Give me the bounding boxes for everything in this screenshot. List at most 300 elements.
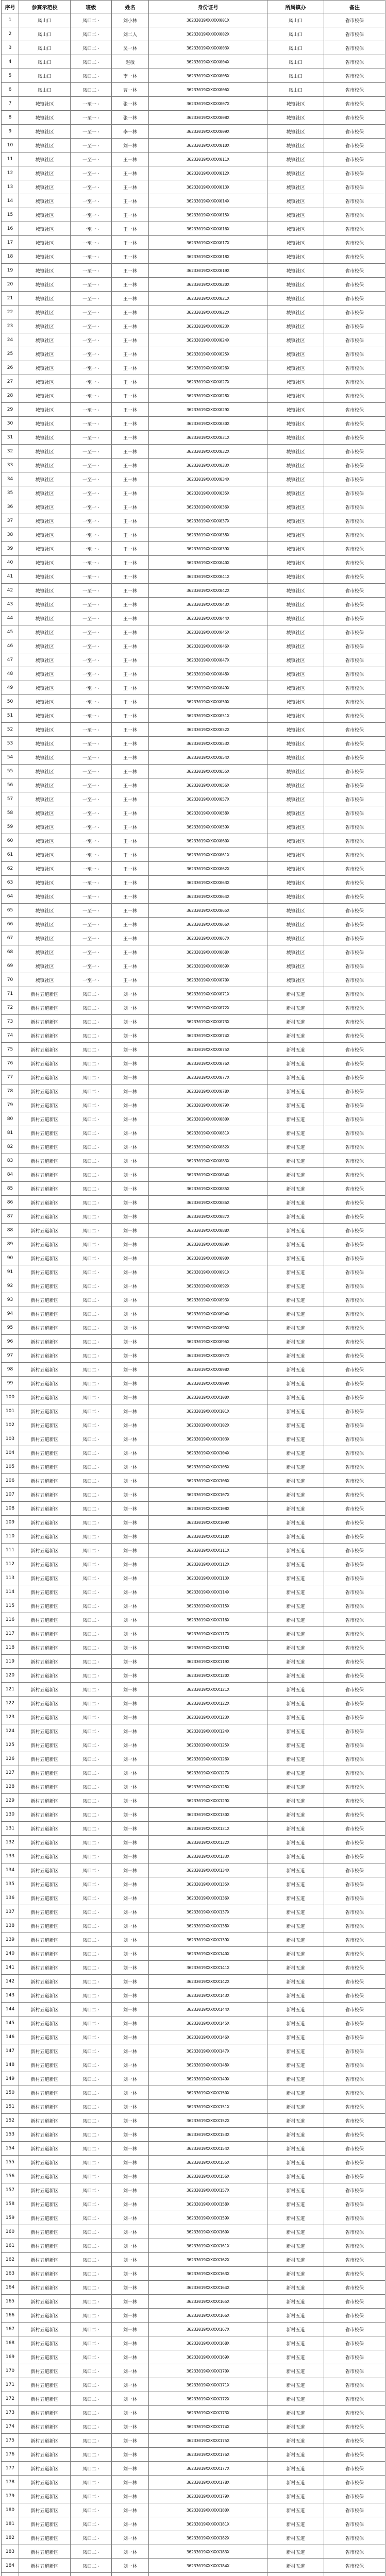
table-row [2,1627,385,1641]
cell-school: 新村五道新区 [19,1738,71,1752]
cell-school: 新村五道新区 [19,2030,71,2044]
cell-class: 凤口二 · [71,2086,112,2100]
cell-name: 刘一林 [112,2211,149,2225]
cell-remark: 省市校保 [324,862,385,876]
cell-seq: 183 [2,2545,19,2559]
cell-name: 刘一林 [112,1210,149,1224]
cell-remark: 省市校保 [324,570,385,584]
cell-seq: 133 [2,1850,19,1863]
cell-id-number: 36233019XXXXXX096X [149,1335,267,1349]
table-row [2,2350,385,2364]
cell-school: 新村五道新区 [19,2142,71,2156]
cell-school: 新村五道新区 [19,1349,71,1363]
cell-id-number: 36233019XXXXXX076X [149,1057,267,1071]
table-row [2,180,385,194]
cell-class: 凤口二 · [71,1641,112,1655]
cell-town: 新村五道 [267,1488,324,1502]
cell-id-number: 36233019XXXXXX036X [149,500,267,514]
table-row [2,2114,385,2128]
cell-town: 新村五道 [267,1432,324,1446]
table-row [2,97,385,111]
cell-town: 新村五道 [267,2114,324,2128]
cell-remark: 省市校保 [324,1238,385,1251]
cell-id-number: 36233019XXXXXX145X [149,2016,267,2030]
cell-id-number: 36233019XXXXXX047X [149,653,267,667]
cell-school: 凤山口 [19,41,71,55]
cell-school: 新村五道新区 [19,1363,71,1377]
cell-name: 王一林 [112,848,149,862]
table-row [2,1488,385,1502]
cell-class: 凤口二 · [71,1571,112,1585]
cell-town: 城镇社区 [267,166,324,180]
cell-class: 凤口二 · [71,1724,112,1738]
cell-remark: 省市校保 [324,2448,385,2462]
cell-name: 王一林 [112,973,149,987]
cell-class: 凤口二 · [71,2239,112,2253]
cell-remark: 省市校保 [324,2531,385,2545]
table-row [2,306,385,319]
cell-remark: 省市校保 [324,2058,385,2072]
cell-id-number: 36233019XXXXXX007X [149,97,267,111]
table-row [2,778,385,792]
cell-town: 城镇社区 [267,973,324,987]
cell-id-number: 36233019XXXXXX168X [149,2336,267,2350]
cell-class: 凤口二 · [71,1780,112,1794]
cell-class: 一至一 · [71,695,112,709]
table-row [2,2295,385,2309]
table-row [2,1571,385,1585]
cell-town: 新村五道 [267,1905,324,1919]
cell-school: 城镇社区 [19,751,71,765]
table-row [2,1377,385,1391]
cell-school: 城镇社区 [19,639,71,653]
cell-name: 刘一林 [112,2323,149,2336]
cell-name: 刘一林 [112,1891,149,1905]
cell-name: 刘一林 [112,1544,149,1557]
cell-class: 凤口二 · [71,2114,112,2128]
cell-school: 新村五道新区 [19,2281,71,2295]
cell-name: 刘一林 [112,2128,149,2142]
cell-class: 凤口二 · [71,2406,112,2420]
cell-class: 凤口二 · [71,2559,112,2573]
cell-school: 城镇社区 [19,319,71,333]
cell-seq: 150 [2,2086,19,2100]
cell-name: 王一林 [112,918,149,931]
table-row [2,1989,385,2003]
cell-class: 一至一 · [71,264,112,278]
cell-class: 凤口二 · [71,1488,112,1502]
cell-class: 凤口二 · [71,2476,112,2489]
cell-school: 城镇社区 [19,417,71,431]
cell-class: 凤口二 · [71,1989,112,2003]
cell-name: 王一林 [112,459,149,472]
table-row [2,1404,385,1418]
cell-class: 凤口二 · [71,2267,112,2281]
cell-id-number: 36233019XXXXXX071X [149,987,267,1001]
cell-seq: 108 [2,1502,19,1516]
cell-school: 城镇社区 [19,111,71,125]
cell-seq: 85 [2,1182,19,1196]
cell-school: 新村五道新区 [19,1377,71,1391]
cell-name: 刘一林 [112,1738,149,1752]
cell-school: 新村五道新区 [19,1098,71,1112]
cell-seq: 162 [2,2253,19,2267]
cell-id-number: 36233019XXXXXX090X [149,1251,267,1265]
cell-name: 刘一林 [112,2183,149,2197]
cell-remark: 省市校保 [324,792,385,806]
cell-name: 王一林 [112,514,149,528]
cell-town: 新村五道 [267,2295,324,2309]
cell-remark: 省市校保 [324,1182,385,1196]
cell-town: 城镇社区 [267,834,324,848]
cell-school: 新村五道新区 [19,1961,71,1975]
table-row [2,2378,385,2392]
cell-seq: 153 [2,2128,19,2142]
cell-school: 新村五道新区 [19,2517,71,2531]
cell-seq: 95 [2,1321,19,1335]
cell-class: 凤口二 · [71,1460,112,1474]
cell-remark: 省市校保 [324,2336,385,2350]
table-row [2,2559,385,2573]
cell-seq: 88 [2,1224,19,1238]
cell-name: 王一林 [112,500,149,514]
table-row [2,111,385,125]
cell-name: 刘一林 [112,1029,149,1043]
cell-school: 新村五道新区 [19,1071,71,1084]
cell-class: 凤口二 · [71,2434,112,2448]
table-row [2,1432,385,1446]
cell-remark: 省市校保 [324,695,385,709]
table-row [2,208,385,222]
cell-seq: 181 [2,2517,19,2531]
cell-school: 新村五道新区 [19,1251,71,1265]
cell-school: 新村五道新区 [19,1669,71,1683]
cell-class: 凤口二 · [71,1251,112,1265]
cell-town: 新村五道 [267,1641,324,1655]
cell-id-number: 36233019XXXXXX031X [149,431,267,445]
cell-remark: 省市校保 [324,1905,385,1919]
cell-seq: 142 [2,1975,19,1989]
cell-seq: 151 [2,2100,19,2114]
cell-school: 新村五道新区 [19,2364,71,2378]
table-row [2,1321,385,1335]
cell-seq: 112 [2,1557,19,1571]
cell-school: 新村五道新区 [19,1850,71,1863]
cell-class: 凤口二 · [71,1961,112,1975]
cell-id-number: 36233019XXXXXX082X [149,1140,267,1154]
cell-seq: 122 [2,1697,19,1710]
cell-seq: 68 [2,945,19,959]
cell-remark: 省市校保 [324,890,385,904]
cell-school: 城镇社区 [19,876,71,890]
cell-id-number: 36233019XXXXXX156X [149,2170,267,2183]
table-row [2,417,385,431]
cell-name: 刘一林 [112,1919,149,1933]
cell-id-number: 36233019XXXXXX161X [149,2239,267,2253]
cell-remark: 省市校保 [324,1933,385,1947]
cell-remark: 省市校保 [324,1947,385,1961]
cell-seq: 143 [2,1989,19,2003]
cell-id-number: 36233019XXXXXX066X [149,918,267,931]
cell-id-number: 36233019XXXXXX087X [149,1210,267,1224]
cell-school: 新村五道新区 [19,2392,71,2406]
cell-school: 新村五道新区 [19,2462,71,2476]
cell-id-number: 36233019XXXXXX094X [149,1307,267,1321]
cell-class: 一至一 · [71,306,112,319]
cell-id-number: 36233019XXXXXX012X [149,166,267,180]
cell-seq: 128 [2,1780,19,1794]
cell-class: 凤口二 · [71,1084,112,1098]
table-row [2,1279,385,1293]
cell-remark: 省市校保 [324,1363,385,1377]
cell-remark: 省市校保 [324,1196,385,1210]
cell-id-number: 36233019XXXXXX128X [149,1780,267,1794]
cell-town: 新村五道 [267,2030,324,2044]
cell-town: 凤山口 [267,41,324,55]
table-row [2,1822,385,1836]
table-row [2,1307,385,1321]
cell-seq: 114 [2,1585,19,1599]
cell-name: 张一林 [112,111,149,125]
cell-seq: 61 [2,848,19,862]
cell-school: 城镇社区 [19,848,71,862]
cell-name: 王一林 [112,375,149,389]
cell-id-number: 36233019XXXXXX033X [149,459,267,472]
cell-town: 城镇社区 [267,709,324,723]
cell-id-number: 36233019XXXXXX171X [149,2378,267,2392]
cell-remark: 省市校保 [324,2281,385,2295]
cell-class: 凤口二 · [71,1613,112,1627]
cell-name: 刘一林 [112,1460,149,1474]
cell-town: 新村五道 [267,2281,324,2295]
cell-school: 新村五道新区 [19,2267,71,2281]
table-row [2,1516,385,1530]
cell-name: 刘一林 [112,1084,149,1098]
cell-id-number: 36233019XXXXXX125X [149,1738,267,1752]
cell-remark: 省市校保 [324,2350,385,2364]
cell-seq: 16 [2,222,19,236]
cell-town: 新村五道 [267,1599,324,1613]
cell-seq: 132 [2,1836,19,1850]
cell-school: 新村五道新区 [19,1307,71,1321]
cell-class: 一至一 · [71,236,112,250]
table-row [2,194,385,208]
cell-remark: 省市校保 [324,375,385,389]
cell-name: 刘一林 [112,2545,149,2559]
cell-name: 刘一林 [112,1112,149,1126]
table-row [2,2016,385,2030]
cell-name: 王一林 [112,862,149,876]
table-row [2,445,385,459]
table-row [2,2156,385,2170]
cell-name: 刘一林 [112,1752,149,1766]
table-row [2,1947,385,1961]
cell-class: 凤口二 · [71,1377,112,1391]
cell-remark: 省市校保 [324,1683,385,1697]
cell-seq: 22 [2,306,19,319]
cell-name: 王一林 [112,528,149,542]
cell-class: 一至一 · [71,333,112,347]
cell-seq: 93 [2,1293,19,1307]
cell-class: 凤口二 · [71,2323,112,2336]
cell-remark: 省市校保 [324,1210,385,1224]
cell-seq: 83 [2,1154,19,1168]
cell-remark: 省市校保 [324,292,385,306]
cell-name: 刘一林 [112,2267,149,2281]
cell-school: 新村五道新区 [19,1196,71,1210]
cell-town: 新村五道 [267,1530,324,1544]
cell-seq: 149 [2,2072,19,2086]
cell-town: 城镇社区 [267,180,324,194]
cell-school: 城镇社区 [19,347,71,361]
cell-seq: 148 [2,2058,19,2072]
cell-seq: 72 [2,1001,19,1015]
cell-school: 城镇社区 [19,389,71,403]
cell-town: 城镇社区 [267,264,324,278]
cell-seq: 86 [2,1196,19,1210]
cell-town: 新村五道 [267,2197,324,2211]
cell-id-number: 36233019XXXXXX029X [149,403,267,417]
cell-school: 新村五道新区 [19,2058,71,2072]
cell-town: 新村五道 [267,1474,324,1488]
cell-name: 王一林 [112,945,149,959]
cell-school: 城镇社区 [19,584,71,598]
cell-name: 刘一林 [112,2434,149,2448]
cell-town: 城镇社区 [267,612,324,625]
cell-remark: 省市校保 [324,2225,385,2239]
cell-remark: 省市校保 [324,55,385,69]
cell-class: 凤口二 · [71,69,112,83]
table-row [2,1599,385,1613]
cell-id-number: 36233019XXXXXX146X [149,2030,267,2044]
cell-id-number: 36233019XXXXXX072X [149,1001,267,1015]
cell-name: 刘一林 [112,1947,149,1961]
cell-school: 城镇社区 [19,806,71,820]
table-row [2,792,385,806]
cell-id-number: 36233019XXXXXX041X [149,570,267,584]
cell-seq: 170 [2,2364,19,2378]
table-row [2,528,385,542]
cell-name: 刘一林 [112,1140,149,1154]
cell-id-number: 36233019XXXXXX097X [149,1349,267,1363]
cell-town: 新村五道 [267,1349,324,1363]
cell-seq: 91 [2,1265,19,1279]
cell-id-number: 36233019XXXXXX008X [149,111,267,125]
cell-town: 城镇社区 [267,598,324,612]
cell-remark: 省市校保 [324,1335,385,1349]
table-row [2,2462,385,2476]
cell-school: 城镇社区 [19,681,71,695]
cell-school: 新村五道新区 [19,2211,71,2225]
header-seq: 序号 [2,1,19,13]
table-row [2,1029,385,1043]
cell-town: 城镇社区 [267,389,324,403]
cell-remark: 省市校保 [324,1057,385,1071]
cell-name: 王一林 [112,292,149,306]
cell-seq: 107 [2,1488,19,1502]
cell-class: 一至一 · [71,625,112,639]
cell-id-number: 36233019XXXXXX001X [149,13,267,27]
cell-seq: 55 [2,765,19,778]
cell-id-number: 36233019XXXXXX086X [149,1196,267,1210]
cell-class: 一至一 · [71,222,112,236]
cell-id-number: 36233019XXXXXX081X [149,1126,267,1140]
table-row [2,472,385,486]
cell-town: 新村五道 [267,2225,324,2239]
cell-id-number: 36233019XXXXXX127X [149,1766,267,1780]
cell-class: 凤口二 · [71,1404,112,1418]
cell-town: 城镇社区 [267,681,324,695]
cell-town: 城镇社区 [267,500,324,514]
cell-seq: 163 [2,2267,19,2281]
cell-id-number: 36233019XXXXXX078X [149,1084,267,1098]
cell-name: 王一林 [112,152,149,166]
cell-seq: 115 [2,1599,19,1613]
cell-town: 新村五道 [267,1363,324,1377]
cell-class: 凤口二 · [71,1808,112,1822]
table-row [2,2197,385,2211]
table-row [2,2336,385,2350]
table-row [2,1043,385,1057]
table-row [2,1544,385,1557]
cell-town: 新村五道 [267,1683,324,1697]
cell-seq: 70 [2,973,19,987]
cell-name: 刘一林 [112,1933,149,1947]
cell-town: 新村五道 [267,1780,324,1794]
cell-id-number: 36233019XXXXXX042X [149,584,267,598]
cell-name: 李一林 [112,125,149,139]
cell-seq [2,2573,19,2576]
cell-school: 新村五道新区 [19,2253,71,2267]
cell-class: 一至一 · [71,500,112,514]
cell-class: 凤口二 · [71,1279,112,1293]
cell-seq: 113 [2,1571,19,1585]
table-header [2,1,385,13]
cell-remark: 省市校保 [324,1307,385,1321]
cell-class: 一至一 · [71,347,112,361]
cell-class: 一至一 · [71,556,112,570]
table-row [2,1446,385,1460]
cell-name: 王一林 [112,737,149,751]
cell-name: 刘一林 [112,2476,149,2489]
cell-class: 凤口二 · [71,2044,112,2058]
cell-id-number: 36233019XXXXXX178X [149,2476,267,2489]
cell-seq: 14 [2,194,19,208]
cell-seq: 11 [2,152,19,166]
cell-remark: 省市校保 [324,973,385,987]
cell-town: 新村五道 [267,1877,324,1891]
cell-name: 张一林 [112,97,149,111]
table-row [2,973,385,987]
cell-seq: 160 [2,2225,19,2239]
cell-seq: 54 [2,751,19,765]
cell-seq: 103 [2,1432,19,1446]
cell-class: 凤口二 · [71,1293,112,1307]
cell-class: 一至一 · [71,528,112,542]
cell-id-number: 36233019XXXXXX131X [149,1822,267,1836]
cell-class: 凤口二 · [71,1349,112,1363]
cell-town: 新村五道 [267,2142,324,2156]
cell-name: 王一林 [112,667,149,681]
table-row [2,2253,385,2267]
table-row [2,625,385,639]
table-row [2,139,385,152]
cell-remark: 省市校保 [324,1863,385,1877]
cell-class: 凤口二 · [71,2100,112,2114]
cell-id-number: 36233019XXXXXX148X [149,2058,267,2072]
cell-class: 凤口二 · [71,1544,112,1557]
cell-town: 城镇社区 [267,97,324,111]
